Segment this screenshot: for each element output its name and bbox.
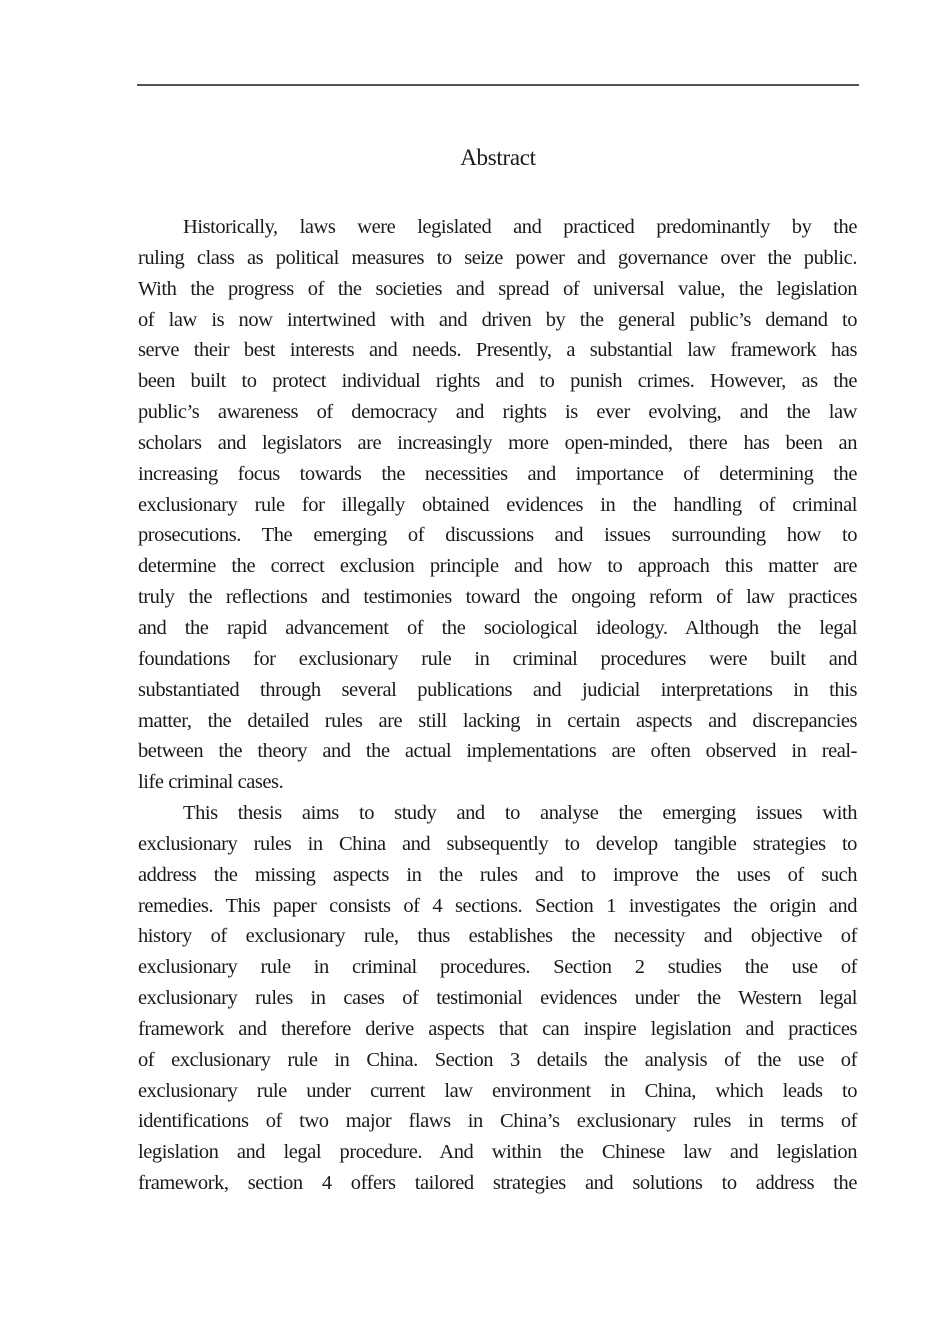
text-line: ruling class as political measures to seize power and governance over the public. <box>138 246 857 269</box>
text-line: framework and therefore derive aspects that can inspire legislation and practices <box>138 1017 857 1040</box>
text-line: between the theory and the actual implementations are often observed in real- <box>138 740 857 763</box>
paragraph-2 <box>138 798 857 1199</box>
text-line: framework, section 4 offers tailored strategies and solutions to address the <box>138 1172 857 1195</box>
text-line: serve their best interests and needs. Presently, a substantial law framework has <box>138 339 857 362</box>
text-line: history of exclusionary rule, thus establishes the necessity and objective of <box>138 925 857 948</box>
abstract-body <box>138 212 857 1199</box>
text-line: scholars and legislators are increasingly more open-minded, there has been an <box>138 431 857 454</box>
text-line: prosecutions. The emerging of discussions and issues surrounding how to <box>138 524 857 547</box>
header-rule <box>137 84 859 86</box>
text-line: remedies. This paper consists of 4 sections. Section 1 investigates the origin and <box>138 894 857 917</box>
text-line: exclusionary rule under current law environment in China, which leads to <box>138 1079 857 1102</box>
paragraph-1 <box>138 212 857 798</box>
text-line: and the rapid advancement of the sociological ideology. Although the legal <box>138 616 857 639</box>
text-line: substantiated through several publications and judicial interpretations in this <box>138 678 857 701</box>
text-line: matter, the detailed rules are still lacking in certain aspects and discrepancies <box>138 709 857 732</box>
text-line: This thesis aims to study and to analyse the emerging issues with <box>183 802 857 825</box>
text-line: increasing focus towards the necessities and importance of determining the <box>138 462 857 485</box>
text-line: of law is now intertwined with and driven by the general public’s demand to <box>138 308 857 331</box>
text-line: exclusionary rules in cases of testimonial evidences under the Western legal <box>138 987 857 1010</box>
text-line: legislation and legal procedure. And within the Chinese law and legislation <box>138 1141 857 1164</box>
text-line: determine the correct exclusion principle and how to approach this matter are <box>138 555 857 578</box>
text-line: life criminal cases. <box>138 771 284 794</box>
text-line: foundations for exclusionary rule in criminal procedures were built and <box>138 647 857 670</box>
text-line: With the progress of the societies and spread of universal value, the legislation <box>138 277 857 300</box>
text-line: public’s awareness of democracy and rights is ever evolving, and the law <box>138 401 857 424</box>
text-line: Historically, laws were legislated and practiced predominantly by the <box>183 216 857 238</box>
text-line: of exclusionary rule in China. Section 3 details the analysis of the use of <box>138 1048 857 1071</box>
text-line: address the missing aspects in the rules and to improve the uses of such <box>138 863 857 886</box>
text-line: exclusionary rule in criminal procedures. Section 2 studies the use of <box>138 956 857 979</box>
page-title: Abstract <box>460 145 536 170</box>
text-line: been built to protect individual rights and to punish crimes. However, as the <box>138 370 857 393</box>
text-line: identifications of two major flaws in China’s exclusionary rules in terms of <box>138 1110 857 1133</box>
text-line: exclusionary rules in China and subsequently to develop tangible strategies to <box>138 832 857 855</box>
text-line: exclusionary rule for illegally obtained evidences in the handling of criminal <box>138 493 857 516</box>
text-line: truly the reflections and testimonies toward the ongoing reform of law practices <box>138 586 857 609</box>
